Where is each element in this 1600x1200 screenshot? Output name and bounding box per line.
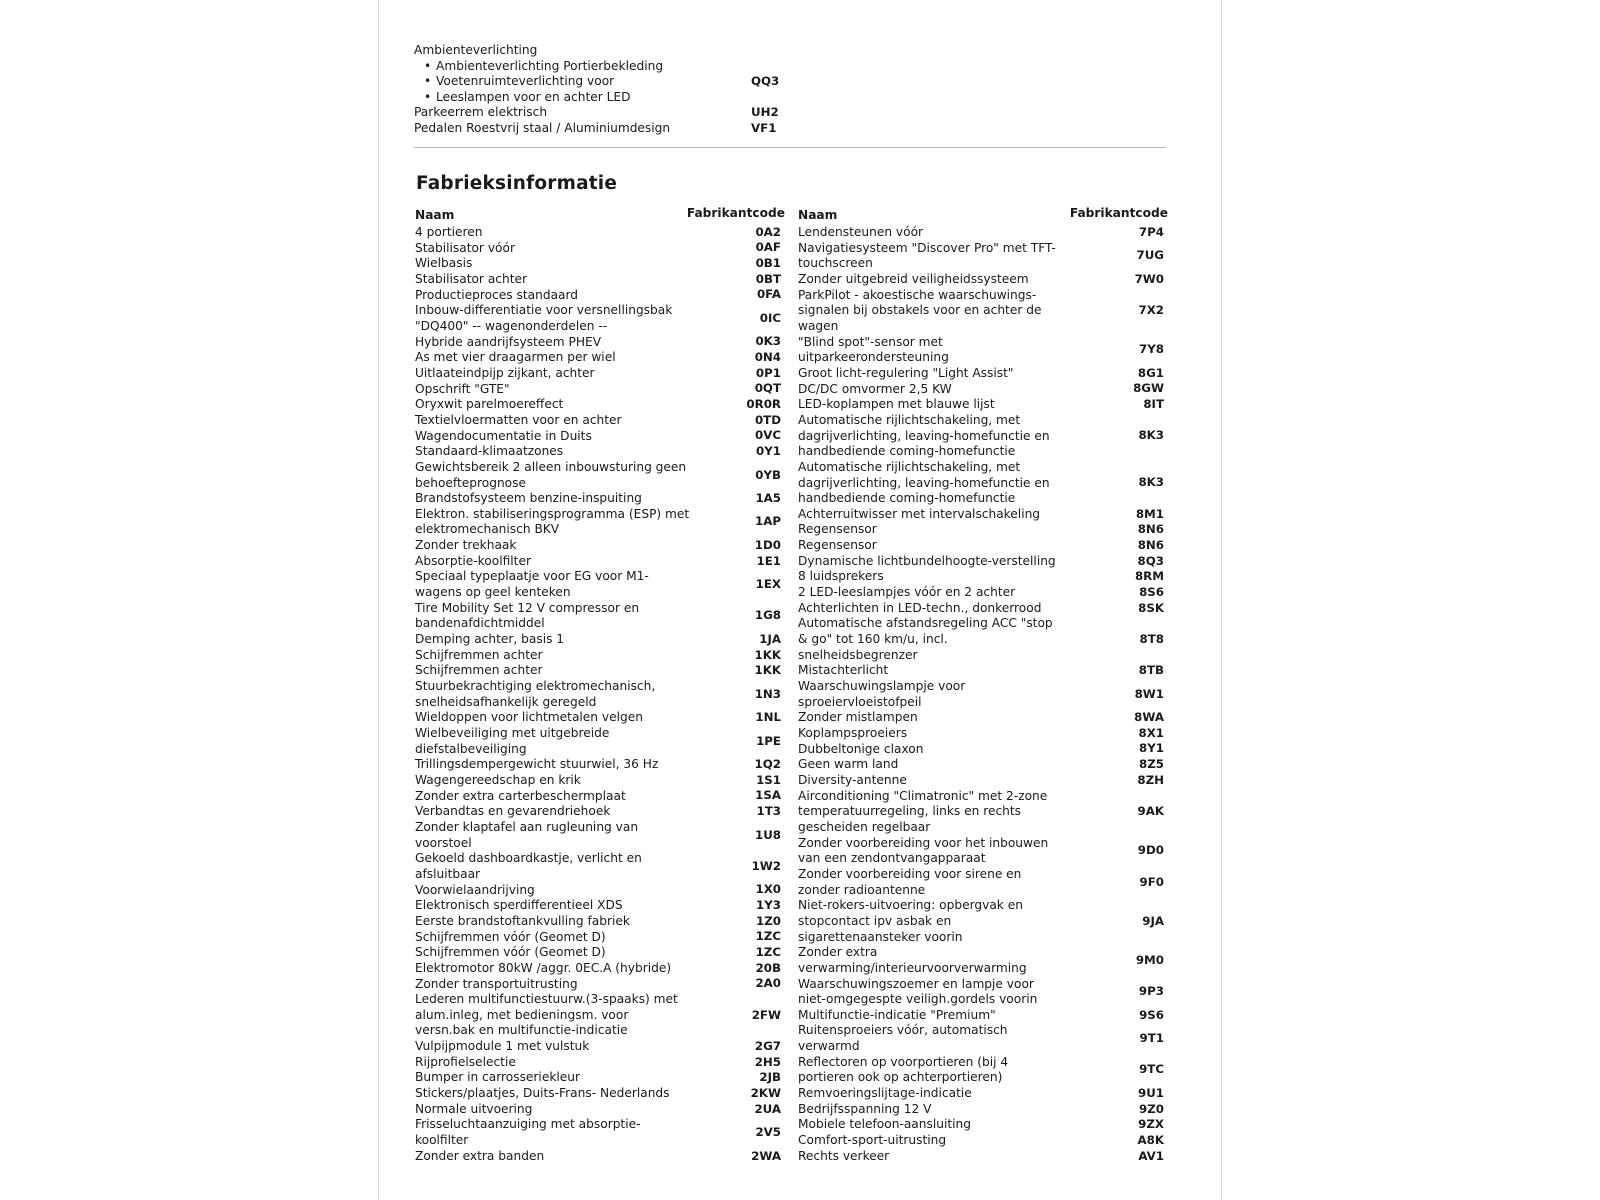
list-item: [415, 382, 785, 398]
list-item: [415, 1117, 785, 1148]
item-code: 2V5: [755, 1125, 781, 1140]
item-name: Stickers/plaatjes, Duits-Frans- Nederlands: [415, 1086, 670, 1101]
item-name: Multifunctie-indicatie "Premium": [798, 1007, 996, 1022]
item-name: Lederen multifunctiestuurw.(3-spaaks) met alum.inleg, met bedieningsm. voor versn.bak en multifunctie-indicatie: [415, 992, 678, 1038]
item-code: 1Y3: [756, 898, 781, 913]
item-code: 1U8: [755, 827, 781, 842]
list-item: [798, 507, 1168, 523]
item-code: 1NL: [755, 710, 781, 725]
list-item: [415, 679, 785, 710]
item-code: 7W0: [1134, 271, 1164, 286]
item-name: Oryxwit parelmoereffect: [415, 397, 564, 412]
item-name: Zonder uitgebreid veiligheidssysteem: [798, 271, 1029, 286]
item-code: 0FA: [756, 287, 781, 302]
item-code: 9ZX: [1138, 1117, 1164, 1132]
item-code: 1AP: [755, 514, 781, 529]
item-name: Regensensor: [798, 538, 877, 553]
item-name: Regensensor: [798, 522, 877, 537]
item-name: Gekoeld dashboardkastje, verlicht en afsluitbaar: [415, 851, 642, 881]
item-code: 0TD: [754, 412, 781, 427]
item-code: 1E1: [756, 553, 781, 568]
list-item: [415, 272, 785, 288]
option-name: Voetenruimteverlichting voor: [436, 74, 615, 89]
option-code: QQ3: [751, 74, 780, 89]
item-name: Elektron. stabiliseringsprogramma (ESP) met elektromechanisch BKV: [415, 506, 690, 537]
item-name: Uitlaateindpijp zijkant, achter: [415, 365, 595, 380]
list-item: [798, 601, 1168, 617]
item-code: 8WA: [1134, 710, 1164, 725]
item-code: 7Y8: [1139, 342, 1164, 357]
list-item: [798, 757, 1168, 773]
item-code: 1ZC: [755, 945, 781, 960]
list-item: [798, 742, 1168, 758]
list-item: [415, 350, 785, 366]
list-item: [798, 288, 1168, 335]
item-code: 9TC: [1139, 1062, 1164, 1077]
item-code: 8W1: [1134, 686, 1164, 701]
item-code: 1W2: [751, 859, 781, 874]
list-item: [415, 1149, 785, 1165]
item-name: Achterlichten in LED-techn., donkerrood: [798, 600, 1042, 615]
list-item: [798, 789, 1168, 836]
item-code: 9U1: [1138, 1086, 1164, 1101]
item-code: 8N6: [1137, 538, 1164, 553]
list-item: [415, 256, 785, 272]
item-name: Geen warm land: [798, 757, 899, 772]
list-item: [415, 507, 785, 538]
list-item: [415, 710, 785, 726]
list-item: [415, 789, 785, 805]
item-name: Wieldoppen voor lichtmetalen velgen: [415, 710, 643, 725]
list-item: [798, 679, 1168, 710]
item-name: Zonder klaptafel aan rugleuning van voorstoel: [415, 819, 639, 850]
item-name: Mobiele telefoon-aansluiting: [798, 1117, 971, 1132]
list-item: [415, 883, 785, 899]
item-code: 1KK: [754, 663, 781, 678]
list-item: [415, 1055, 785, 1071]
list-item: [415, 303, 785, 334]
item-name: Dubbeltonige claxon: [798, 741, 924, 756]
item-name: 8 luidsprekers: [798, 569, 884, 584]
item-code: 0B1: [755, 256, 781, 271]
item-name: DC/DC omvormer 2,5 KW: [798, 381, 952, 396]
item-code: 7P4: [1138, 225, 1164, 239]
list-item: [798, 413, 1168, 460]
item-name: Vulpijpmodule 1 met vulstuk: [415, 1039, 590, 1054]
option-row: [414, 43, 814, 59]
list-item: [798, 836, 1168, 867]
item-name: Schijfremmen vóór (Geomet D): [415, 929, 606, 944]
item-code: 7UG: [1136, 248, 1164, 263]
option-name: Ambienteverlichting Portierbekleding: [436, 58, 664, 73]
option-row: [414, 105, 814, 121]
item-name: Elektromotor 80kW /aggr. 0EC.A (hybride): [415, 960, 672, 975]
list-item: [798, 538, 1168, 554]
item-name: Zonder voorbereiding voor sirene en zonder radioantenne: [798, 866, 1022, 897]
item-code: 9JA: [1142, 913, 1164, 928]
item-code: 8IT: [1143, 397, 1164, 412]
item-name: Zonder voorbereiding voor het inbouwen van een zendontvangapparaat: [798, 835, 1049, 866]
code-header: Fabrikantcode: [686, 206, 785, 220]
item-code: 1SA: [755, 788, 781, 803]
item-name: Eerste brandstoftankvulling fabriek: [415, 913, 630, 928]
item-code: 0R0R: [746, 397, 781, 412]
option-row: [414, 59, 814, 75]
item-code: 1G8: [754, 608, 781, 623]
item-code: 2FW: [751, 1007, 781, 1022]
item-name: Niet-rokers-uitvoering: opbergvak en stopcontact ipv asbak en sigarettenaansteker voorin: [798, 898, 1023, 944]
item-code: 2KW: [750, 1086, 781, 1101]
option-row: [414, 121, 814, 137]
item-name: Wagengereedschap en krik: [415, 772, 581, 787]
item-code: 0AF: [755, 240, 781, 255]
item-name: Demping achter, basis 1: [415, 632, 565, 647]
list-item: [798, 382, 1168, 398]
item-name: Groot licht-regulering "Light Assist": [798, 365, 1014, 380]
item-code: 8T8: [1139, 632, 1164, 647]
list-item: [798, 898, 1168, 945]
list-item: [415, 569, 785, 600]
list-item: [798, 616, 1168, 663]
item-code: 0A2: [755, 225, 781, 239]
item-name: Waarschuwingslampje voor sproeiervloeistofpeil: [798, 679, 966, 709]
list-item: [798, 460, 1168, 507]
item-name: Normale uitvoering: [415, 1101, 533, 1116]
list-item: [415, 225, 785, 241]
list-item: [415, 992, 785, 1039]
item-name: Remvoeringslijtage-indicatie: [798, 1086, 972, 1101]
item-code: 1A5: [755, 491, 781, 506]
item-code: 7X2: [1138, 303, 1164, 318]
item-name: Elektronisch sperdifferentieel XDS: [415, 898, 623, 913]
right-item-list: [798, 225, 1168, 1164]
item-name: Lendensteunen vóór: [798, 225, 924, 239]
item-code: 9D0: [1137, 843, 1164, 858]
item-name: Speciaal typeplaatje voor EG voor M1-wagens op geel kenteken: [415, 569, 649, 600]
item-code: 0VC: [755, 428, 781, 443]
item-name: Wagendocumentatie in Duits: [415, 428, 592, 443]
item-code: 1EX: [755, 577, 781, 592]
item-code: 8TB: [1138, 663, 1164, 678]
item-name: Automatische afstandsregeling ACC "stop & go" tot 160 km/u, incl. snelheidsbegrenzer: [798, 616, 1053, 662]
list-item: [415, 851, 785, 882]
item-name: Gewichtsbereik 2 alleen inbouwsturing geen behoefteprognose: [415, 459, 687, 490]
item-code: 1JA: [759, 632, 781, 647]
option-name: Leeslampen voor en achter LED: [436, 89, 631, 104]
item-code: 1N3: [754, 686, 781, 701]
item-name: Dynamische lichtbundelhoogte-verstelling: [798, 553, 1056, 568]
item-name: Verbandtas en gevarendriehoek: [415, 804, 611, 819]
item-code: 8G1: [1137, 365, 1164, 380]
item-name: Automatische rijlichtschakeling, met dagrijverlichting, leaving-homefunctie en handbediende coming-homefunctie: [798, 412, 1050, 459]
left-column-header: [415, 208, 785, 225]
list-item: [415, 335, 785, 351]
option-name: Ambienteverlichting: [414, 43, 538, 57]
list-item: [415, 1070, 785, 1086]
list-item: [415, 945, 785, 961]
section-divider: [414, 147, 1166, 148]
list-item: [415, 413, 785, 429]
item-name: Ruitensproeiers vóór, automatisch verwarmd: [798, 1023, 1008, 1054]
item-code: 8SK: [1138, 600, 1164, 615]
list-item: [415, 288, 785, 304]
item-name: As met vier draagarmen per wiel: [415, 350, 616, 365]
item-code: 1S1: [756, 772, 781, 787]
item-code: 0P1: [755, 365, 781, 380]
list-item: [415, 444, 785, 460]
list-item: [798, 726, 1168, 742]
list-item: [415, 804, 785, 820]
item-code: 2WA: [751, 1148, 781, 1163]
item-name: Zonder extra carterbeschermplaat: [415, 788, 626, 803]
item-name: Opschrift "GTE": [415, 381, 510, 396]
item-name: Airconditioning "Climatronic" met 2-zone temperatuurregeling, links en rechts gescheiden regelbaar: [798, 788, 1048, 834]
item-name: Mistachterlicht: [798, 663, 889, 678]
item-name: Inbouw-differentiatie voor versnellingsbak "DQ400" -- wagenonderdelen --: [415, 303, 673, 333]
list-item: [415, 241, 785, 257]
item-name: Zonder extra banden: [415, 1148, 545, 1163]
list-item: [415, 930, 785, 946]
list-item: [415, 1102, 785, 1118]
list-item: [415, 429, 785, 445]
list-item: [798, 569, 1168, 585]
item-name: Comfort-sport-uitrusting: [798, 1133, 947, 1148]
item-name: Schijfremmen vóór (Geomet D): [415, 945, 606, 960]
list-item: [798, 773, 1168, 789]
list-item: [798, 554, 1168, 570]
item-name: ParkPilot - akoestische waarschuwings-signalen bij obstakels voor en achter de wagen: [798, 287, 1042, 333]
list-item: [415, 757, 785, 773]
item-code: 8ZH: [1137, 772, 1164, 787]
list-item: [415, 601, 785, 632]
option-row: [414, 90, 814, 106]
list-item: [415, 538, 785, 554]
item-code: 9M0: [1135, 953, 1164, 968]
item-code: 8K3: [1138, 428, 1164, 443]
item-name: Zonder trekhaak: [415, 538, 517, 553]
list-item: [415, 663, 785, 679]
list-item: [798, 225, 1168, 241]
item-code: 0K3: [755, 334, 781, 349]
item-name: Productieproces standaard: [415, 287, 579, 302]
item-code: 20B: [755, 960, 781, 975]
item-code: 1X0: [755, 882, 781, 897]
item-name: Schijfremmen achter: [415, 663, 543, 678]
item-name: Absorptie-koolfilter: [415, 553, 531, 568]
item-name: Rijprofielselectie: [415, 1054, 516, 1069]
item-name: Schijfremmen achter: [415, 647, 543, 662]
item-name: Brandstofsysteem benzine-inspuiting: [415, 491, 642, 506]
list-item: [415, 1039, 785, 1055]
list-item: [798, 1008, 1168, 1024]
list-item: [415, 977, 785, 993]
top-options-list: [414, 43, 814, 137]
item-code: 0N4: [754, 350, 781, 365]
item-code: 2H5: [754, 1054, 781, 1069]
item-code: 9AK: [1137, 804, 1164, 819]
list-item: [798, 585, 1168, 601]
item-code: 9Z0: [1139, 1101, 1164, 1116]
list-item: [798, 1133, 1168, 1149]
item-code: 1ZC: [755, 929, 781, 944]
item-code: 9S6: [1139, 1007, 1164, 1022]
item-code: 8N6: [1137, 522, 1164, 537]
item-name: Wielbeveiliging met uitgebreide diefstalbeveiliging: [415, 726, 610, 756]
item-code: 1KK: [754, 647, 781, 662]
list-item: [415, 397, 785, 413]
item-name: Frisseluchtaanzuiging met absorptie-koolfilter: [415, 1117, 641, 1148]
item-code: 1D0: [754, 538, 781, 553]
item-name: Stuurbekrachtiging elektromechanisch, snelheidsafhankelijk geregeld: [415, 679, 656, 709]
list-item: [798, 522, 1168, 538]
list-item: [415, 648, 785, 664]
list-item: [798, 1023, 1168, 1054]
item-name: Zonder extra verwarming/interieurvoorverwarming: [798, 945, 1027, 975]
item-code: 0Y1: [756, 444, 781, 459]
list-item: [415, 820, 785, 851]
item-name: Automatische rijlichtschakeling, met dagrijverlichting, leaving-homefunctie en handbediende coming-homefunctie: [798, 459, 1050, 506]
item-code: 8K3: [1138, 475, 1164, 490]
list-item: [798, 1086, 1168, 1102]
section-title: Fabrieksinformatie: [416, 173, 618, 194]
item-code: 8M1: [1135, 506, 1164, 521]
list-item: [415, 726, 785, 757]
list-item: [798, 1102, 1168, 1118]
item-code: 1Z0: [756, 913, 781, 928]
item-name: Zonder transportuitrusting: [415, 976, 578, 991]
item-name: LED-koplampen met blauwe lijst: [798, 397, 995, 412]
item-code: 8Z5: [1139, 757, 1164, 772]
list-item: [798, 1117, 1168, 1133]
item-name: Tire Mobility Set 12 V compressor en bandenafdichtmiddel: [415, 600, 640, 631]
code-header: Fabrikantcode: [1069, 206, 1168, 220]
option-name: Pedalen Roestvrij staal / Aluminiumdesign: [414, 120, 671, 135]
item-name: Stabilisator vóór: [415, 240, 515, 255]
list-item: [798, 335, 1168, 366]
item-name: Rechts verkeer: [798, 1148, 890, 1163]
item-code: A8K: [1137, 1133, 1164, 1148]
item-code: 2A0: [755, 976, 781, 991]
list-item: [798, 1149, 1168, 1165]
item-code: 0QT: [754, 381, 781, 396]
item-name: Reflectoren op voorportieren (bij 4 portieren ook op achterportieren): [798, 1054, 1009, 1085]
list-item: [798, 272, 1168, 288]
right-column: [798, 208, 1168, 1164]
item-code: 8Q3: [1137, 553, 1164, 568]
list-item: [798, 397, 1168, 413]
list-item: [798, 945, 1168, 976]
list-item: [415, 961, 785, 977]
item-code: 8S6: [1139, 585, 1164, 600]
item-name: Waarschuwingszoemer en lampje voor niet-omgegespte veiligh.gordels voorin: [798, 976, 1038, 1007]
item-code: 9P3: [1138, 984, 1164, 999]
item-code: 2G7: [754, 1039, 781, 1054]
item-code: 8X1: [1138, 726, 1164, 740]
item-name: Koplampsproeiers: [798, 726, 908, 740]
left-column: [415, 208, 785, 1164]
item-name: 2 LED-leeslampjes vóór en 2 achter: [798, 585, 1016, 600]
list-item: [798, 867, 1168, 898]
item-code: 1Q2: [754, 757, 781, 772]
list-item: [415, 1086, 785, 1102]
item-name: Stabilisator achter: [415, 271, 527, 286]
list-item: [415, 914, 785, 930]
item-name: Bedrijfsspanning 12 V: [798, 1101, 932, 1116]
list-item: [415, 632, 785, 648]
list-item: [798, 977, 1168, 1008]
item-name: Bumper in carrosseriekleur: [415, 1070, 580, 1085]
item-code: AV1: [1138, 1148, 1164, 1163]
list-item: [415, 554, 785, 570]
item-code: 8RM: [1134, 569, 1164, 584]
item-name: Wielbasis: [415, 256, 473, 271]
item-name: Standaard-klimaatzones: [415, 444, 564, 459]
list-item: [798, 710, 1168, 726]
list-item: [798, 1055, 1168, 1086]
option-code: VF1: [751, 120, 777, 135]
name-header: Naam: [415, 208, 455, 222]
item-name: Zonder mistlampen: [798, 710, 918, 725]
item-name: Hybride aandrijfsysteem PHEV: [415, 334, 602, 349]
item-name: 4 portieren: [415, 225, 483, 239]
list-item: [798, 366, 1168, 382]
option-row: [414, 74, 814, 90]
option-code: UH2: [751, 105, 779, 120]
item-name: "Blind spot"-sensor met uitparkeerondersteuning: [798, 334, 949, 365]
option-name: Parkeerrem elektrisch: [414, 105, 548, 120]
list-item: [415, 366, 785, 382]
item-code: 2JB: [759, 1070, 781, 1085]
item-code: 0YB: [755, 467, 781, 482]
item-code: 9T1: [1139, 1031, 1164, 1046]
item-code: 1T3: [756, 804, 781, 819]
list-item: [798, 241, 1168, 272]
item-name: Navigatiesysteem "Discover Pro" met TFT-touchscreen: [798, 240, 1056, 271]
item-code: 2UA: [754, 1101, 781, 1116]
list-item: [415, 460, 785, 491]
list-item: [415, 491, 785, 507]
item-name: Achterruitwisser met intervalschakeling: [798, 506, 1041, 521]
right-column-header: [798, 208, 1168, 225]
item-code: 8Y1: [1139, 741, 1164, 756]
item-name: Voorwielaandrijving: [415, 882, 535, 897]
item-name: Trillingsdempergewicht stuurwiel, 36 Hz: [415, 757, 659, 772]
list-item: [415, 773, 785, 789]
item-name: Diversity-antenne: [798, 772, 907, 787]
item-name: Textielvloermatten voor en achter: [415, 412, 622, 427]
item-code: 8GW: [1133, 381, 1164, 396]
item-code: 9F0: [1139, 874, 1164, 889]
item-code: 1PE: [756, 733, 781, 748]
item-code: 0IC: [759, 311, 781, 326]
name-header: Naam: [798, 208, 838, 222]
left-item-list: [415, 225, 785, 1164]
list-item: [415, 898, 785, 914]
item-code: 0BT: [755, 271, 781, 286]
list-item: [798, 663, 1168, 679]
